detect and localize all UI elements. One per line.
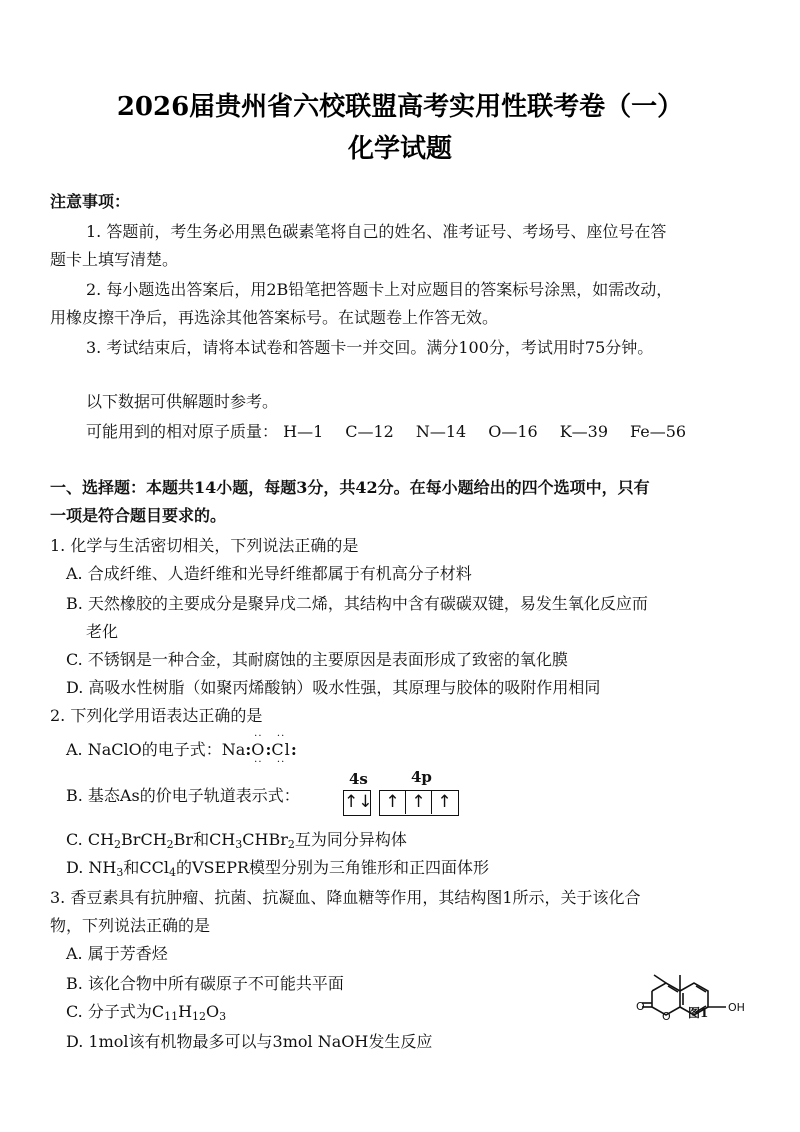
formula-part: 的VSEPR模型分别为三角锥形和正四面体形 [176,858,490,877]
question-3-option-b: B. 该化合物中所有碳原子不可能共平面 [66,974,344,993]
electron-pair-dots: : [265,740,272,759]
question-2-option-b: B. 基态As的价电子轨道表示式： [66,786,300,805]
electron-formula-cl-symbol: Cl [271,740,291,759]
question-2-stem: 2. 下列化学用语表达正确的是 [50,706,263,725]
subscript: 12 [192,1010,207,1023]
question-1-option-c: C. 不锈钢是一种合金，其耐腐蚀的主要原因是表面形成了致密的氧化膜 [66,650,568,669]
notice-item-2-cont: 用橡皮擦干净后，再选涂其他答案标号。在试题卷上作答无效。 [50,308,499,327]
section-heading: 一、选择题：本题共14小题，每题3分，共42分。在每小题给出的四个选项中，只有 [50,478,650,497]
hydroxyl-label: OH [728,1001,745,1014]
electron-formula-o-symbol: O [251,740,266,759]
electron-pair-dots: : [290,740,297,759]
electron-pair-dots: : [245,740,252,759]
question-1-option-b-cont: 老化 [86,622,119,641]
ring-oxygen-label: O [662,1010,671,1023]
question-1-option-a: A. 合成纤维、人造纤维和光导纤维都属于有机高分子材料 [66,564,472,583]
electron-formula-o [251,731,266,768]
atomic-mass-item: H—1 [283,422,324,441]
formula-part: 互为同分异构体 [294,830,407,849]
subject-title: 化学试题 [347,134,452,164]
question-1-stem: 1. 化学与生活密切相关，下列说法正确的是 [50,536,359,555]
question-3-stem-cont: 物，下列说法正确的是 [50,916,211,935]
question-3-option-d: D. 1mol该有机物最多可以与3mol NaOH发生反应 [66,1032,433,1051]
atomic-mass-item: O—16 [488,422,538,441]
subscript: 4 [169,866,176,879]
notice-item-1-cont: 题卡上填写清楚。 [50,250,179,269]
question-3-option-a: A. 属于芳香烃 [66,944,168,963]
orbital-4p-electron-1: ↑ [380,791,406,814]
notice-item-1: 1. 答题前，考生务必用黑色碳素笔将自己的姓名、准考证号、考场号、座位号在答 [86,222,667,241]
atomic-mass-list [283,422,708,441]
orbital-label-4s: 4s [349,770,368,788]
exam-title: 2026届贵州省六校联盟高考实用性联考卷（一） [116,92,684,122]
orbital-4s-electrons: ↑↓ [344,792,373,812]
atomic-mass-item: Fe—56 [630,422,687,441]
orbital-box-4s [343,790,371,816]
question-1-option-b: B. 天然橡胶的主要成分是聚异戊二烯，其结构中含有碳碳双键，易发生氧化反应而 [66,594,648,613]
notice-item-2: 2. 每小题选出答案后，用2B铅笔把答题卡上对应题目的答案标号涂黑，如需改动， [86,280,673,299]
subscript: 2 [166,838,174,851]
lone-pair-dots: ·· [276,757,286,768]
lone-pair-dots: ·· [254,757,263,768]
atomic-mass-item: K—39 [559,422,609,441]
formula-part: C. CH [66,830,115,849]
carbonyl-oxygen-label: O [636,1000,645,1013]
section-heading-cont: 一项是符合题目要求的。 [50,506,227,525]
structure-bonds [642,975,726,1015]
lone-pair-dots: ·· [276,731,286,742]
atomic-mass-item: C—12 [345,422,394,441]
orbital-label-4p: 4p [411,768,432,786]
subscript: 3 [235,838,243,851]
lone-pair-dots: ·· [254,731,263,742]
atomic-mass-item: N—14 [415,422,467,441]
subscript: 2 [114,838,122,851]
formula-part: H [178,1002,193,1021]
formula-part: D. NH [66,858,117,877]
question-3-option-c [66,1000,226,1029]
orbital-box-4p [379,790,459,816]
subscript: 11 [164,1010,179,1023]
formula-part: BrCH [121,830,167,849]
formula-part: O [206,1002,220,1021]
subscript: 3 [219,1010,227,1023]
subscript: 2 [287,838,295,851]
question-1-option-d: D. 高吸水性树脂（如聚丙烯酸钠）吸水性强，其原理与胶体的吸附作用相同 [66,678,601,697]
question-2-option-d [66,856,489,885]
reference-intro: 以下数据可供解题时参考。 [86,392,279,411]
atomic-masses-label: 可能用到的相对原子质量： [86,422,279,441]
subscript: 3 [116,866,124,879]
electron-formula-na: Na [221,740,246,759]
atomic-masses [86,420,708,444]
formula-part: Br和CH [173,830,236,849]
notice-item-3: 3. 考试结束后，请将本试卷和答题卡一并交回。满分100分，考试用时75分钟。 [86,338,654,357]
notice-heading: 注意事项： [50,192,131,211]
electron-formula-cl [271,731,291,768]
formula-part: C. 分子式为C [66,1002,165,1021]
orbital-4p-electron-3: ↑ [437,792,452,812]
formula-part: 和CCl [123,858,169,877]
question-3-stem: 3. 香豆素具有抗肿瘤、抗菌、抗凝血、降血糖等作用，其结构图1所示，关于该化合 [50,888,641,907]
formula-part: CHBr [242,830,288,849]
methyl-bond [654,975,666,983]
orbital-4p-electron-2: ↑ [406,791,432,814]
question-2-option-c [66,828,407,857]
question-2-option-a-prefix: A. NaClO的电子式： [66,740,222,759]
question-2-option-a [66,731,297,768]
figure-caption: 图1 [688,1006,709,1020]
